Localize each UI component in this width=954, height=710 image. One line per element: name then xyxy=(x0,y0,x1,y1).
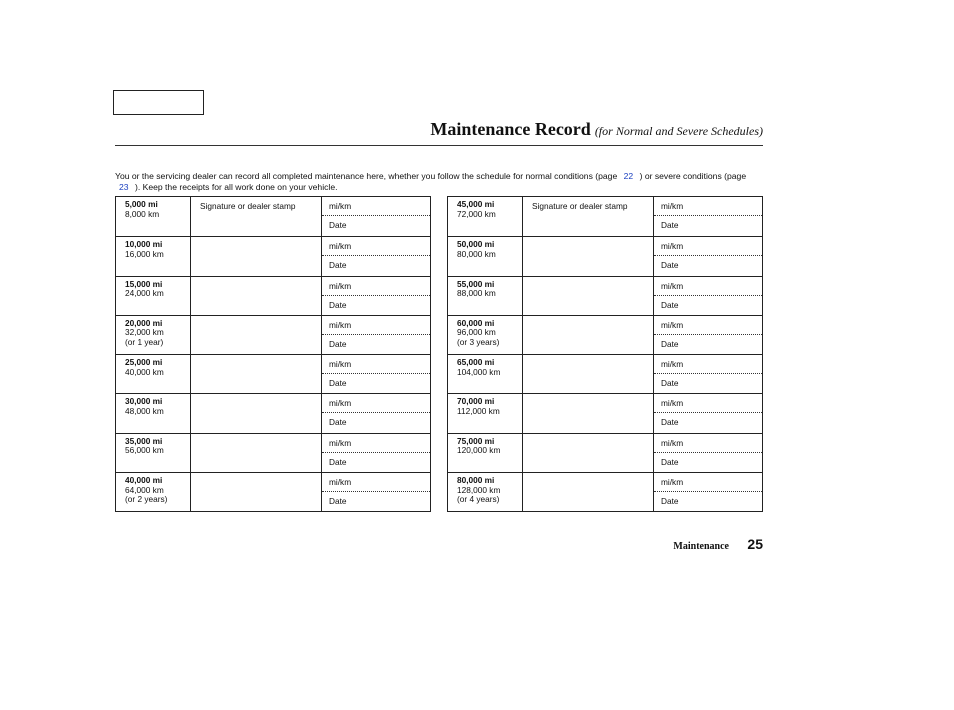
date-field[interactable] xyxy=(322,256,430,270)
table-row xyxy=(448,354,762,393)
interval-miles: 45,000 mi xyxy=(457,199,495,209)
table-row xyxy=(116,197,430,236)
date-field[interactable] xyxy=(654,256,762,270)
date-field[interactable] xyxy=(654,413,762,427)
interval-km: 96,000 km xyxy=(457,327,496,338)
interval-km: 32,000 km xyxy=(125,327,164,338)
interval-miles: 15,000 mi xyxy=(125,278,163,289)
interval-miles: 30,000 mi xyxy=(125,396,163,407)
interval-miles: 70,000 mi xyxy=(457,396,495,407)
section-tab-box xyxy=(113,90,204,115)
mileage-field[interactable] xyxy=(654,277,762,296)
interval-miles: 55,000 mi xyxy=(457,278,495,289)
signature-cell[interactable] xyxy=(522,237,654,275)
interval-km: 88,000 km xyxy=(457,288,496,299)
signature-cell[interactable] xyxy=(522,197,654,236)
mileage-date-cell xyxy=(654,473,762,511)
mileage-label: mi/km xyxy=(329,437,352,448)
interval-cell xyxy=(448,237,522,275)
mileage-label: mi/km xyxy=(329,201,352,211)
signature-cell[interactable] xyxy=(190,355,322,393)
interval-cell xyxy=(116,355,190,393)
mileage-date-cell xyxy=(322,473,430,511)
interval-cell xyxy=(116,197,190,236)
date-field[interactable] xyxy=(654,453,762,467)
table-row xyxy=(116,354,430,393)
table-row xyxy=(116,433,430,472)
mileage-date-cell xyxy=(322,277,430,315)
maintenance-table-left xyxy=(115,196,431,512)
mileage-date-cell xyxy=(654,197,762,236)
interval-cell xyxy=(448,394,522,432)
interval-miles: 50,000 mi xyxy=(457,239,495,250)
mileage-field[interactable] xyxy=(654,434,762,453)
interval-years: (or 2 years) xyxy=(125,494,168,505)
mileage-date-cell xyxy=(654,277,762,315)
signature-label: Signature or dealer stamp xyxy=(200,201,296,211)
page-link-severe[interactable]: 23 xyxy=(119,181,129,192)
mileage-field[interactable] xyxy=(322,197,430,216)
interval-km: 104,000 km xyxy=(457,366,501,377)
mileage-date-cell xyxy=(322,355,430,393)
mileage-label: mi/km xyxy=(329,319,352,330)
date-field[interactable] xyxy=(322,374,430,388)
mileage-field[interactable] xyxy=(322,277,430,296)
mileage-date-cell xyxy=(322,434,430,472)
mileage-field[interactable] xyxy=(654,316,762,335)
date-label: Date xyxy=(329,299,347,310)
interval-km: 48,000 km xyxy=(125,406,164,417)
mileage-field[interactable] xyxy=(322,434,430,453)
signature-cell[interactable] xyxy=(522,473,654,511)
intro-text-2: ) or severe conditions (page xyxy=(639,171,747,181)
mileage-date-cell xyxy=(322,197,430,236)
signature-cell[interactable] xyxy=(190,197,322,236)
interval-cell xyxy=(116,277,190,315)
date-field[interactable] xyxy=(654,216,762,230)
table-row xyxy=(448,276,762,315)
mileage-field[interactable] xyxy=(322,394,430,413)
interval-cell xyxy=(116,473,190,511)
table-row xyxy=(116,276,430,315)
date-label: Date xyxy=(661,220,679,230)
mileage-date-cell xyxy=(322,394,430,432)
table-row xyxy=(116,315,430,354)
mileage-date-cell xyxy=(322,237,430,275)
date-field[interactable] xyxy=(322,492,430,506)
mileage-field[interactable] xyxy=(654,394,762,413)
mileage-label: mi/km xyxy=(329,241,352,252)
date-label: Date xyxy=(329,338,347,349)
interval-cell xyxy=(448,434,522,472)
interval-miles: 5,000 mi xyxy=(125,199,158,209)
interval-years: (or 1 year) xyxy=(125,337,164,348)
mileage-field[interactable] xyxy=(322,237,430,256)
date-label: Date xyxy=(661,417,679,428)
intro-paragraph xyxy=(115,171,763,192)
mileage-label: mi/km xyxy=(661,437,684,448)
interval-miles: 20,000 mi xyxy=(125,317,163,328)
mileage-date-cell xyxy=(654,434,762,472)
mileage-label: mi/km xyxy=(329,359,352,370)
date-field[interactable] xyxy=(654,492,762,506)
page-footer xyxy=(673,536,763,554)
mileage-label: mi/km xyxy=(329,280,352,291)
interval-km: 112,000 km xyxy=(457,406,500,417)
title-divider xyxy=(115,145,763,146)
mileage-label: mi/km xyxy=(661,241,684,252)
interval-miles: 60,000 mi xyxy=(457,317,495,328)
mileage-date-cell xyxy=(322,316,430,354)
interval-years: (or 4 years) xyxy=(457,494,500,505)
date-label: Date xyxy=(329,417,347,428)
mileage-date-cell xyxy=(654,394,762,432)
date-label: Date xyxy=(329,456,347,467)
interval-km: 128,000 km xyxy=(457,484,501,495)
interval-cell xyxy=(448,355,522,393)
interval-miles: 40,000 mi xyxy=(125,475,163,486)
interval-cell xyxy=(448,197,522,236)
table-row xyxy=(448,472,762,511)
page-number: 25 xyxy=(747,536,763,552)
date-label: Date xyxy=(661,378,679,389)
interval-km: 56,000 km xyxy=(125,445,164,456)
date-field[interactable] xyxy=(654,335,762,349)
interval-miles: 80,000 mi xyxy=(457,475,495,486)
mileage-label: mi/km xyxy=(661,359,684,370)
date-field[interactable] xyxy=(322,413,430,427)
signature-label: Signature or dealer stamp xyxy=(532,201,628,211)
mileage-field[interactable] xyxy=(322,316,430,335)
date-label: Date xyxy=(329,496,347,507)
interval-km: 120,000 km xyxy=(457,445,501,456)
date-field[interactable] xyxy=(654,296,762,310)
signature-cell[interactable] xyxy=(522,277,654,315)
date-label: Date xyxy=(329,220,347,230)
intro-text-1: You or the servicing dealer can record all completed maintenance here, whether you follow the schedule for normal conditions (page xyxy=(115,171,618,181)
interval-cell xyxy=(116,394,190,432)
footer-section-label: Maintenance xyxy=(673,541,729,552)
date-label: Date xyxy=(661,496,679,507)
interval-cell xyxy=(448,316,522,354)
mileage-label: mi/km xyxy=(661,319,684,330)
mileage-date-cell xyxy=(654,237,762,275)
interval-years: (or 3 years) xyxy=(457,337,500,348)
interval-km: 16,000 km xyxy=(125,248,164,259)
table-row xyxy=(116,236,430,275)
table-row xyxy=(448,433,762,472)
interval-cell xyxy=(448,473,522,511)
date-label: Date xyxy=(661,338,679,349)
interval-cell xyxy=(448,277,522,315)
signature-cell[interactable] xyxy=(190,237,322,275)
signature-cell[interactable] xyxy=(190,277,322,315)
mileage-field[interactable] xyxy=(322,355,430,374)
page-subtitle: (for Normal and Severe Schedules) xyxy=(594,124,763,138)
interval-km: 24,000 km xyxy=(125,288,164,299)
mileage-label: mi/km xyxy=(661,280,684,291)
intro-text-3: ). Keep the receipts for all work done on your vehicle. xyxy=(134,181,338,192)
signature-cell[interactable] xyxy=(190,316,322,354)
date-field[interactable] xyxy=(322,335,430,349)
interval-km: 64,000 km xyxy=(125,484,164,495)
date-label: Date xyxy=(661,299,679,310)
table-row xyxy=(448,393,762,432)
interval-km: 8,000 km xyxy=(125,208,160,219)
interval-km: 80,000 km xyxy=(457,248,496,259)
mileage-label: mi/km xyxy=(661,398,684,409)
date-label: Date xyxy=(329,260,347,271)
signature-cell[interactable] xyxy=(522,434,654,472)
interval-cell xyxy=(116,434,190,472)
signature-cell[interactable] xyxy=(190,394,322,432)
mileage-date-cell xyxy=(654,316,762,354)
mileage-date-cell xyxy=(654,355,762,393)
signature-cell[interactable] xyxy=(190,473,322,511)
interval-miles: 25,000 mi xyxy=(125,357,163,368)
mileage-field[interactable] xyxy=(654,197,762,216)
table-row xyxy=(116,472,430,511)
interval-miles: 35,000 mi xyxy=(125,435,163,446)
table-row xyxy=(116,393,430,432)
table-row xyxy=(448,197,762,236)
table-row xyxy=(448,315,762,354)
page-header xyxy=(430,119,763,140)
date-label: Date xyxy=(661,456,679,467)
mileage-field[interactable] xyxy=(654,237,762,256)
date-label: Date xyxy=(661,260,679,271)
mileage-field[interactable] xyxy=(654,355,762,374)
interval-cell xyxy=(116,237,190,275)
interval-miles: 75,000 mi xyxy=(457,435,495,446)
interval-km: 40,000 km xyxy=(125,366,164,377)
signature-cell[interactable] xyxy=(522,316,654,354)
date-label: Date xyxy=(329,378,347,389)
table-row xyxy=(448,236,762,275)
date-field[interactable] xyxy=(322,216,430,230)
interval-miles: 10,000 mi xyxy=(125,239,163,250)
mileage-label: mi/km xyxy=(329,398,352,409)
date-field[interactable] xyxy=(322,296,430,310)
mileage-field[interactable] xyxy=(654,473,762,492)
mileage-label: mi/km xyxy=(661,477,684,488)
page-title: Maintenance Record xyxy=(430,119,591,139)
mileage-field[interactable] xyxy=(322,473,430,492)
mileage-label: mi/km xyxy=(329,477,352,488)
date-field[interactable] xyxy=(322,453,430,467)
mileage-label: mi/km xyxy=(661,201,684,211)
maintenance-table-right xyxy=(447,196,763,512)
signature-cell[interactable] xyxy=(522,355,654,393)
date-field[interactable] xyxy=(654,374,762,388)
signature-cell[interactable] xyxy=(190,434,322,472)
interval-miles: 65,000 mi xyxy=(457,357,495,368)
interval-km: 72,000 km xyxy=(457,208,496,219)
signature-cell[interactable] xyxy=(522,394,654,432)
page-link-normal[interactable]: 22 xyxy=(623,171,634,181)
interval-cell xyxy=(116,316,190,354)
